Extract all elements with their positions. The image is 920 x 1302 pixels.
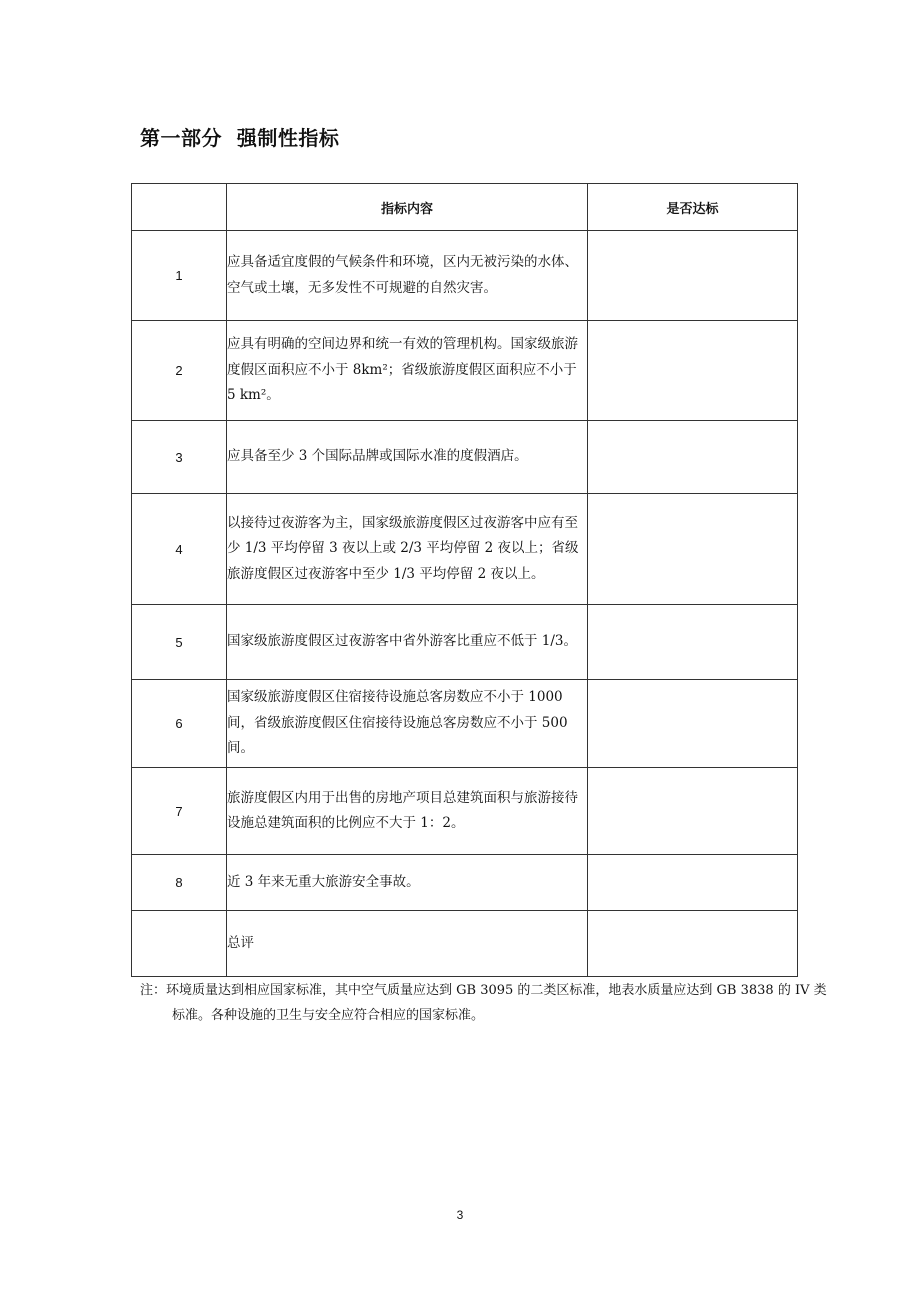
row-result	[588, 494, 798, 605]
row-content: 应具有明确的空间边界和统一有效的管理机构。国家级旅游度假区面积应不小于 8km²；省级旅游度假区面积应不小于 5 km²。	[227, 321, 588, 421]
row-result	[588, 421, 798, 494]
row-result	[588, 768, 798, 855]
table-row	[132, 768, 798, 855]
row-content: 国家级旅游度假区住宿接待设施总客房数应不小于 1000 间，省级旅游度假区住宿接待设施总客房数应不小于 500 间。	[227, 680, 588, 768]
row-result	[588, 321, 798, 421]
header-result: 是否达标	[588, 184, 798, 231]
header-number	[132, 184, 227, 231]
row-number: 1	[132, 231, 227, 321]
summary-row	[132, 911, 798, 977]
table-row	[132, 421, 798, 494]
table-row	[132, 855, 798, 911]
summary-number	[132, 911, 227, 977]
row-number: 8	[132, 855, 227, 911]
row-content: 近 3 年来无重大旅游安全事故。	[227, 855, 588, 911]
row-result	[588, 855, 798, 911]
summary-result	[588, 911, 798, 977]
row-result	[588, 680, 798, 768]
table-header-row	[132, 184, 798, 231]
row-content: 应具备至少 3 个国际品牌或国际水准的度假酒店。	[227, 421, 588, 494]
row-content: 应具备适宜度假的气候条件和环境，区内无被污染的水体、空气或土壤，无多发性不可规避的自然灾害。	[227, 231, 588, 321]
row-content: 旅游度假区内用于出售的房地产项目总建筑面积与旅游接待设施总建筑面积的比例应不大于 1：2。	[227, 768, 588, 855]
row-number: 3	[132, 421, 227, 494]
table-row	[132, 321, 798, 421]
table-footnote: 注：环境质量达到相应国家标准，其中空气质量应达到 GB 3095 的二类区标准，地表水质量应达到 GB 3838 的 IV 类标准。各种设施的卫生与安全应符合相应的国家标准。	[140, 983, 827, 1023]
row-content: 国家级旅游度假区过夜游客中省外游客比重应不低于 1/3。	[227, 605, 588, 680]
row-result	[588, 231, 798, 321]
summary-label: 总评	[227, 911, 588, 977]
row-content: 以接待过夜游客为主，国家级旅游度假区过夜游客中应有至少 1/3 平均停留 3 夜以上或 2/3 平均停留 2 夜以上；省级旅游度假区过夜游客中至少 1/3 平均停留 2 夜以上。	[227, 494, 588, 605]
table-row	[132, 494, 798, 605]
row-result	[588, 605, 798, 680]
header-content: 指标内容	[227, 184, 588, 231]
row-number: 2	[132, 321, 227, 421]
page-number: 3	[456, 1208, 464, 1222]
criteria-table	[131, 183, 798, 977]
row-number: 5	[132, 605, 227, 680]
table-row	[132, 680, 798, 768]
row-number: 7	[132, 768, 227, 855]
table-row	[132, 605, 798, 680]
section-title: 第一部分 强制性指标	[140, 126, 340, 150]
row-number: 4	[132, 494, 227, 605]
row-number: 6	[132, 680, 227, 768]
table-row	[132, 231, 798, 321]
